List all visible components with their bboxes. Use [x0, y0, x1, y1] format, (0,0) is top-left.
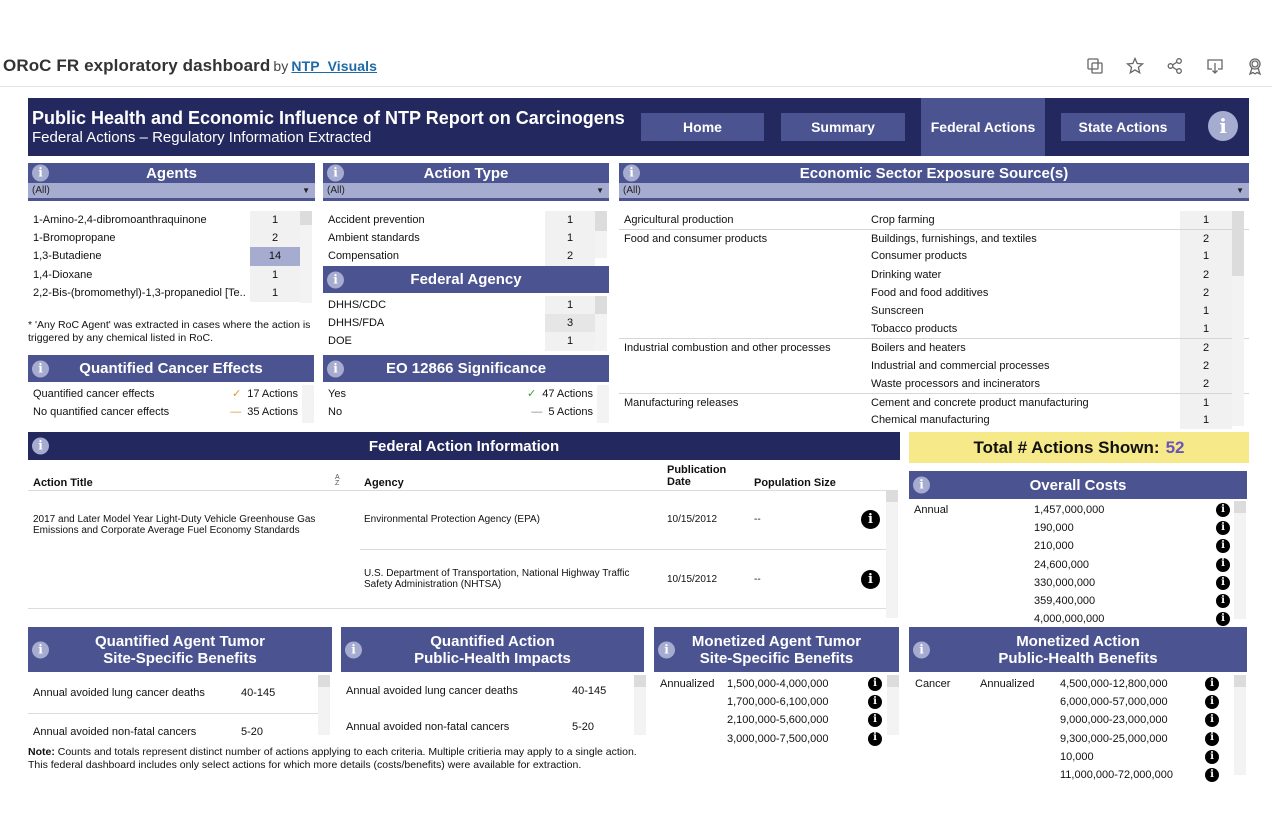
cost-value: 24,600,000 — [1034, 558, 1090, 571]
sector-source: Cement and concrete product manufacturing — [871, 396, 1089, 409]
m-agent-tumor-list — [654, 675, 899, 745]
federal-agency-list — [323, 296, 608, 351]
info-icon[interactable]: i — [327, 360, 344, 377]
economic-sector-scrollbar[interactable] — [1232, 211, 1244, 426]
sector-group: Industrial combustion and other processes — [624, 342, 831, 355]
benefit-value: 5-20 — [241, 726, 264, 738]
action-type-label: Compensation — [328, 250, 399, 263]
action-type-list — [323, 211, 608, 263]
quantified-cancer-effects-title: Quantified Cancer Effects — [79, 360, 263, 377]
viz-header — [0, 40, 1272, 87]
info-icon[interactable]: i — [1205, 713, 1219, 727]
info-icon[interactable]: i — [1216, 576, 1230, 590]
sector-source: Tobacco products — [871, 323, 958, 336]
cost-value: 359,400,000 — [1034, 594, 1096, 607]
sector-source: Industrial and commercial processes — [871, 359, 1050, 372]
quantified-cancer-effects-header — [28, 355, 314, 382]
sector-source: Drinking water — [871, 268, 942, 281]
badge-icon[interactable] — [1246, 57, 1264, 75]
sector-count: 2 — [1180, 230, 1232, 248]
info-icon[interactable]: i — [913, 477, 930, 494]
action-type-title: Action Type — [423, 164, 509, 182]
action-type-filter-value: (All) — [327, 185, 345, 196]
sector-item[interactable] — [619, 229, 1249, 247]
agent-label: 1-Bromopropane — [33, 232, 116, 245]
cancer-effects-count: 17 Actions — [247, 388, 298, 400]
monetized-action-item — [909, 730, 1247, 748]
info-icon[interactable]: i — [913, 641, 930, 658]
sector-count: 2 — [1180, 357, 1232, 375]
eo-count: 47 Actions — [542, 388, 593, 400]
impact-value: 40-145 — [572, 685, 607, 697]
federal-agency-header — [323, 266, 609, 293]
monetized-value: 4,500,000-12,800,000 — [1060, 678, 1168, 690]
cost-item — [909, 574, 1247, 592]
agency-label: DOE — [328, 335, 352, 348]
agency-item[interactable] — [323, 332, 608, 350]
info-icon[interactable]: i — [868, 695, 882, 709]
cancer-effects-item[interactable] — [28, 385, 314, 403]
benefit-label: Annual avoided lung cancer deaths — [33, 687, 205, 699]
cost-item — [909, 592, 1247, 610]
agency-line: U.S. Department of Transportation, National Highway Traffic — [364, 568, 630, 579]
agent-label: 2,2-Bis-(bromomethyl)-1,3-propanediol [Te.. — [33, 286, 246, 299]
sector-count: 2 — [1180, 375, 1232, 393]
scrollbar[interactable] — [318, 675, 330, 735]
economic-sector-filter-value: (All) — [623, 185, 641, 196]
eo-item[interactable] — [323, 385, 609, 403]
agency-item[interactable] — [323, 314, 608, 332]
scroll-thumb[interactable] — [1234, 501, 1246, 513]
banner-title: Public Health and Economic Influence of NTP Report on Carcinogens — [32, 108, 625, 128]
sector-item[interactable] — [619, 393, 1249, 411]
scroll-thumb[interactable] — [1232, 211, 1244, 276]
info-icon[interactable]: i — [32, 438, 49, 455]
title-line: Monetized Action — [1016, 632, 1140, 650]
q-action-impacts-title — [414, 633, 571, 667]
category-label: Cancer — [915, 678, 951, 690]
monetized-agent-item — [654, 711, 899, 729]
sector-item[interactable] — [619, 357, 1249, 375]
title-line: Site-Specific Benefits — [103, 649, 257, 667]
federal-action-scrollbar[interactable] — [886, 490, 898, 618]
sector-count: 1 — [1180, 411, 1232, 429]
info-icon[interactable]: i — [327, 271, 344, 288]
agency-line: Safety Administration (NHTSA) — [364, 579, 502, 590]
dashboard-title: ORoC FR exploratory dashboard — [3, 56, 271, 75]
economic-sector-list — [619, 211, 1249, 426]
population-cell: -- — [754, 514, 761, 525]
agency-cell: Environmental Protection Agency (EPA) — [364, 514, 541, 525]
note-label: Note: — [28, 746, 55, 758]
sector-item[interactable] — [619, 411, 1249, 429]
agent-count: 1 — [250, 211, 300, 229]
divider — [360, 549, 886, 550]
eo-count: 5 Actions — [548, 406, 593, 418]
sector-count: 2 — [1180, 266, 1232, 284]
action-type-label: Ambient standards — [328, 232, 420, 245]
info-icon[interactable]: i — [1216, 558, 1230, 572]
info-icon[interactable]: i — [32, 360, 49, 377]
info-icon[interactable]: i — [345, 641, 362, 658]
total-label: Total # Actions Shown: — [973, 437, 1160, 457]
viz-title — [3, 56, 377, 76]
chevron-down-icon: ▼ — [302, 186, 310, 195]
q-action-impacts-header — [341, 627, 644, 672]
cost-item — [909, 537, 1247, 555]
sector-rows — [619, 211, 1249, 429]
info-icon[interactable]: i — [868, 732, 882, 746]
cost-item — [909, 519, 1247, 537]
m-agent-tumor-title — [692, 633, 861, 667]
monetized-agent-item — [654, 730, 899, 748]
info-icon[interactable]: i — [1216, 503, 1230, 517]
agent-label: 1,3-Butadiene — [33, 250, 102, 263]
col-population-size[interactable]: Population Size — [754, 477, 836, 489]
divider — [28, 713, 318, 714]
monetized-value: 2,100,000-5,600,000 — [727, 714, 829, 727]
sector-source: Buildings, furnishings, and textiles — [871, 233, 1037, 246]
agency-count: 1 — [545, 296, 595, 314]
impact-value: 5-20 — [572, 721, 595, 733]
col-publication-label: Publication — [667, 464, 727, 476]
info-icon[interactable]: i — [1208, 111, 1238, 141]
m-action-benefits-header — [909, 627, 1247, 672]
sector-item[interactable] — [619, 284, 1249, 302]
toolbar — [1086, 57, 1264, 75]
monetized-value: 6,000,000-57,000,000 — [1060, 696, 1168, 709]
overall-costs-header — [909, 471, 1247, 499]
sector-count: 2 — [1180, 284, 1232, 302]
info-icon[interactable]: i — [1205, 677, 1219, 691]
benefit-label: Annual avoided non-fatal cancers — [33, 726, 197, 738]
quantified-cancer-effects-list — [28, 385, 314, 425]
author-link[interactable]: NTP_Visuals — [291, 58, 378, 74]
sector-item[interactable] — [619, 211, 1249, 229]
agent-label: 1-Amino-2,4-dibromoanthraquinone — [33, 214, 207, 226]
sector-count: 1 — [1180, 302, 1232, 320]
title-line: Quantified Agent Tumor — [95, 632, 265, 650]
footer-note — [28, 746, 637, 772]
scroll-thumb[interactable] — [595, 296, 607, 314]
by-label: by — [273, 58, 289, 74]
action-type-item[interactable] — [323, 247, 608, 265]
action-type-item[interactable] — [323, 211, 608, 229]
eo-significance-title: EO 12866 Significance — [385, 360, 547, 377]
period-label: Annualized — [660, 678, 715, 690]
scroll-thumb[interactable] — [595, 211, 607, 231]
cancer-effects-count: 35 Actions — [247, 406, 298, 418]
agency-label: DHHS/FDA — [328, 317, 385, 330]
scroll-thumb[interactable] — [634, 675, 646, 687]
info-icon[interactable]: i — [868, 677, 882, 691]
info-icon[interactable]: i — [1205, 768, 1219, 782]
banner-subtitle: Federal Actions – Regulatory Information Extracted — [32, 129, 372, 146]
info-icon[interactable]: i — [868, 713, 882, 727]
chevron-down-icon: ▼ — [1236, 186, 1244, 195]
action-title-line: Emissions and Corporate Average Fuel Economy Standards — [33, 525, 300, 536]
agency-count: 1 — [545, 332, 595, 350]
period-label: Annualized — [980, 678, 1035, 690]
info-icon[interactable]: i — [1216, 612, 1230, 626]
scroll-thumb[interactable] — [886, 490, 898, 502]
impact-label: Annual avoided lung cancer deaths — [346, 685, 518, 697]
cost-value: 4,000,000,000 — [1034, 613, 1105, 626]
monetized-action-item — [909, 766, 1247, 784]
agents-header — [28, 163, 315, 183]
sector-count: 1 — [1180, 211, 1232, 229]
scrollbar[interactable] — [597, 385, 609, 423]
monetized-agent-item — [654, 693, 899, 711]
monetized-value: 1,500,000-4,000,000 — [727, 678, 829, 690]
cost-value: 1,457,000,000 — [1034, 504, 1105, 516]
monetized-value: 10,000 — [1060, 750, 1094, 763]
scroll-thumb[interactable] — [300, 211, 312, 225]
agents-filter-dropdown[interactable] — [28, 183, 315, 201]
m-agent-rows — [654, 675, 899, 748]
cancer-effects-label: No quantified cancer effects — [33, 406, 170, 418]
action-type-scrollbar[interactable] — [595, 211, 607, 258]
cost-value: 190,000 — [1034, 522, 1074, 535]
scrollbar[interactable] — [887, 675, 899, 735]
cancer-effects-item[interactable] — [28, 403, 314, 421]
impact-label: Annual avoided non-fatal cancers — [346, 721, 510, 733]
info-icon[interactable]: i — [623, 165, 640, 182]
federal-agency-title: Federal Agency — [410, 271, 522, 288]
sector-count: 1 — [1180, 247, 1232, 265]
agent-item[interactable] — [28, 211, 313, 229]
agents-filter-value: (All) — [32, 185, 50, 196]
sector-source: Boilers and heaters — [871, 342, 966, 355]
q-action-impacts-list — [341, 675, 644, 735]
monetized-value: 3,000,000-7,500,000 — [727, 732, 829, 745]
chevron-down-icon: ▼ — [596, 186, 604, 195]
title-line: Monetized Agent Tumor — [691, 632, 862, 650]
sector-item[interactable] — [619, 247, 1249, 265]
title-line: Public-Health Benefits — [998, 649, 1158, 667]
info-icon[interactable]: i — [32, 165, 49, 182]
divider — [28, 490, 886, 491]
monetized-action-item — [909, 748, 1247, 766]
col-date-label: Date — [667, 476, 691, 488]
scrollbar[interactable] — [1234, 675, 1246, 775]
divider — [28, 608, 886, 609]
dash-icon: — — [230, 406, 242, 418]
sector-item[interactable] — [619, 338, 1249, 356]
sector-item[interactable] — [619, 375, 1249, 393]
info-icon[interactable]: i — [32, 641, 49, 658]
eo-label: No — [328, 406, 343, 418]
agency-item[interactable] — [323, 296, 608, 314]
sector-source: Chemical manufacturing — [871, 414, 990, 427]
info-icon[interactable]: i — [861, 510, 880, 529]
cost-period: Annual — [914, 504, 949, 516]
star-icon[interactable] — [1126, 57, 1144, 75]
action-type-count: 1 — [545, 211, 595, 229]
q-agent-tumor-header — [28, 627, 332, 672]
info-icon[interactable]: i — [861, 570, 880, 589]
scroll-thumb[interactable] — [887, 675, 899, 687]
note-line-2: This federal dashboard includes only select actions for which more details (costs/benefits) were available for extraction. — [28, 759, 582, 771]
dashboard-banner — [28, 98, 1249, 156]
title-line: Quantified Action — [430, 632, 555, 650]
population-cell: -- — [754, 574, 761, 585]
economic-sector-title: Economic Sector Exposure Source(s) — [799, 164, 1069, 182]
sector-source: Waste processors and incinerators — [871, 377, 1040, 390]
agent-item[interactable] — [28, 266, 313, 284]
monetized-value: 9,000,000-23,000,000 — [1060, 714, 1168, 727]
info-icon[interactable]: i — [658, 641, 675, 658]
sector-source: Food and food additives — [871, 286, 989, 299]
action-type-label: Accident prevention — [328, 214, 425, 226]
overall-costs-title: Overall Costs — [1029, 476, 1127, 494]
monetized-value: 9,300,000-25,000,000 — [1060, 732, 1168, 745]
agent-item[interactable] — [28, 247, 313, 265]
agent-count: 14 — [250, 247, 300, 265]
download-icon[interactable] — [1206, 57, 1224, 75]
action-type-count: 1 — [545, 229, 595, 247]
sector-source: Sunscreen — [871, 304, 924, 317]
sector-source: Crop farming — [871, 214, 935, 226]
overall-costs-scrollbar[interactable] — [1234, 501, 1246, 619]
action-type-item[interactable] — [323, 229, 608, 247]
agents-scrollbar[interactable] — [300, 211, 312, 303]
eo-label: Yes — [328, 388, 346, 400]
scrollbar[interactable] — [634, 675, 646, 735]
m-action-benefits-list — [909, 675, 1247, 781]
scrollbar[interactable] — [302, 385, 314, 423]
economic-sector-filter-dropdown[interactable] — [619, 183, 1249, 201]
benefit-value: 40-145 — [241, 687, 276, 699]
eo-significance-list — [323, 385, 609, 425]
check-icon: ✓ — [232, 388, 242, 400]
total-value: 52 — [1165, 437, 1185, 457]
scroll-thumb[interactable] — [318, 675, 330, 687]
title-line: Public-Health Impacts — [414, 649, 571, 667]
copy-icon[interactable] — [1086, 57, 1104, 75]
info-icon[interactable]: i — [1216, 594, 1230, 608]
info-icon[interactable]: i — [1216, 521, 1230, 535]
sector-item[interactable] — [619, 320, 1249, 338]
agent-count: 1 — [250, 284, 300, 302]
cost-item — [909, 501, 1247, 519]
info-icon[interactable]: i — [1205, 732, 1219, 746]
col-agency[interactable]: Agency — [364, 477, 404, 489]
monetized-action-item — [909, 675, 1247, 693]
nav-summary-button[interactable]: Summary — [781, 113, 905, 141]
agents-title: Agents — [146, 164, 197, 182]
cost-value: 210,000 — [1034, 540, 1074, 553]
note-line-1: Counts and totals represent distinct number of actions applying to each criteria. Multiple critieria may apply to a single action. — [54, 746, 637, 758]
eo-significance-header — [323, 355, 609, 382]
overall-costs-list — [909, 501, 1247, 626]
action-type-filter-dropdown[interactable] — [323, 183, 609, 201]
agency-count: 3 — [545, 314, 595, 332]
info-icon[interactable]: i — [1216, 539, 1230, 553]
info-icon[interactable]: i — [1205, 750, 1219, 764]
cancer-effects-label: Quantified cancer effects — [33, 388, 155, 400]
action-title-cell — [33, 514, 315, 536]
m-action-benefits-title — [998, 633, 1157, 667]
monetized-value: 11,000,000-72,000,000 — [1060, 768, 1173, 781]
scroll-thumb[interactable] — [1234, 675, 1246, 687]
info-icon[interactable]: i — [1205, 695, 1219, 709]
sector-count: 1 — [1180, 394, 1232, 412]
cost-item — [909, 610, 1247, 628]
sector-source: Consumer products — [871, 250, 967, 263]
monetized-value: 1,700,000-6,100,000 — [727, 696, 829, 709]
sector-count: 2 — [1180, 339, 1232, 357]
monetized-action-item — [909, 693, 1247, 711]
nav-federal-actions-button[interactable]: Federal Actions — [921, 98, 1045, 156]
sector-group: Agricultural production — [624, 214, 734, 226]
sector-item[interactable] — [619, 266, 1249, 284]
agent-label: 1,4-Dioxane — [33, 268, 93, 281]
agent-item[interactable] — [28, 284, 313, 302]
m-action-rows — [909, 675, 1247, 784]
m-agent-tumor-header — [654, 627, 899, 672]
sector-group: Manufacturing releases — [624, 396, 739, 409]
action-type-count: 2 — [545, 247, 595, 265]
action-type-header — [323, 163, 609, 183]
total-actions-banner — [909, 432, 1249, 463]
nav-state-actions-button[interactable]: State Actions — [1061, 113, 1185, 141]
eo-item[interactable] — [323, 403, 609, 421]
action-title-line: 2017 and Later Model Year Light-Duty Vehicle Greenhouse Gas — [33, 514, 316, 525]
sector-item[interactable] — [619, 302, 1249, 320]
agent-item[interactable] — [28, 229, 313, 247]
dash-icon: — — [531, 406, 543, 418]
sector-group: Food and consumer products — [624, 233, 768, 246]
agents-footnote: * 'Any RoC Agent' was extracted in cases where the action is triggered by any chemical listed in RoC. — [28, 319, 311, 344]
agency-cell — [364, 568, 630, 590]
check-icon: ✓ — [527, 388, 537, 400]
share-icon[interactable] — [1166, 57, 1184, 75]
col-action-title[interactable]: Action Title — [33, 477, 93, 489]
cost-item — [909, 556, 1247, 574]
q-agent-tumor-title — [95, 633, 265, 667]
monetized-agent-item — [654, 675, 899, 693]
date-cell: 10/15/2012 — [667, 514, 718, 525]
col-publication-date[interactable] — [667, 464, 726, 488]
monetized-action-item — [909, 711, 1247, 729]
federal-action-info-title: Federal Action Information — [368, 437, 560, 455]
nav-home-button[interactable]: Home — [641, 113, 764, 141]
agent-count: 1 — [250, 266, 300, 284]
q-agent-tumor-list — [28, 675, 332, 738]
sort-az-icon[interactable]: A Z — [335, 474, 340, 487]
agency-label: DHHS/CDC — [328, 299, 387, 311]
date-cell: 10/15/2012 — [667, 574, 718, 585]
cost-rows — [909, 501, 1247, 628]
agent-count: 2 — [250, 229, 300, 247]
federal-action-info-header — [28, 432, 900, 460]
federal-agency-scrollbar[interactable] — [595, 296, 607, 351]
agents-list — [28, 211, 313, 303]
info-icon[interactable]: i — [327, 165, 344, 182]
cost-value: 330,000,000 — [1034, 576, 1096, 589]
sector-count: 1 — [1180, 320, 1232, 338]
title-line: Site-Specific Benefits — [699, 649, 854, 667]
economic-sector-header — [619, 163, 1249, 183]
